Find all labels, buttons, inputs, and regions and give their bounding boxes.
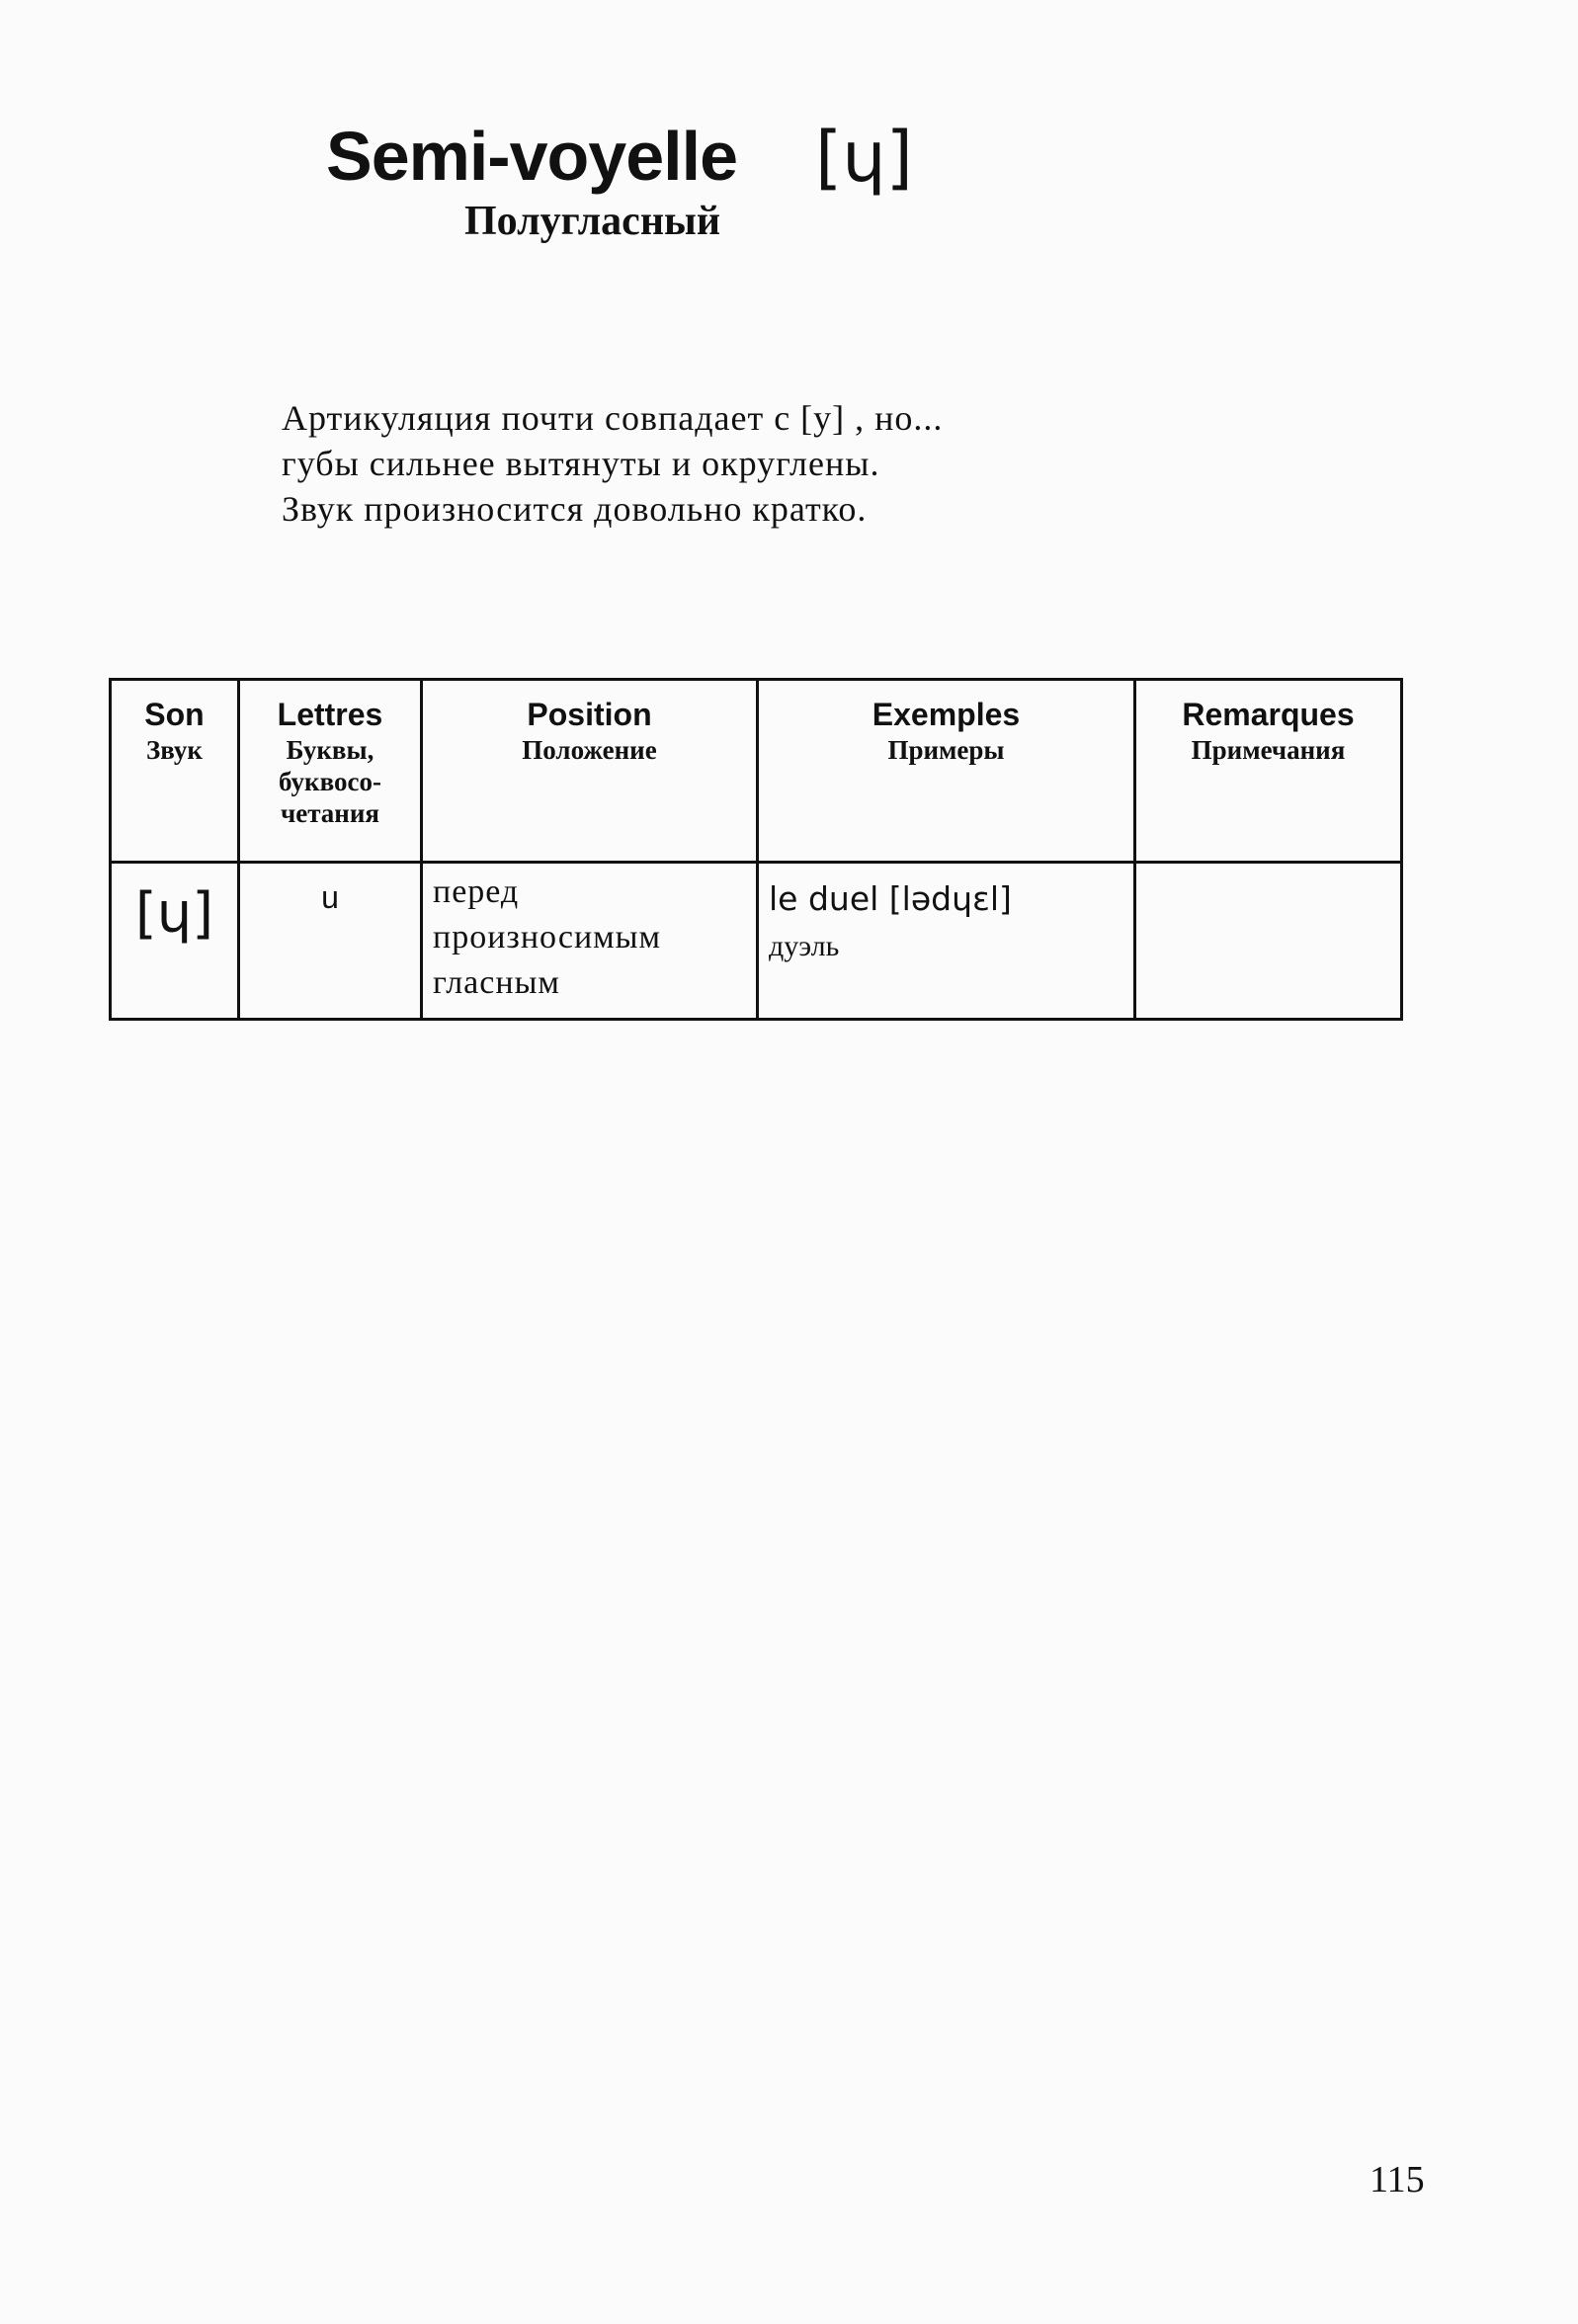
intro-line: Артикуляция почти совпадает с [y] , но...	[282, 398, 944, 438]
header-letters-ru: Буквы, буквосо-четания	[279, 735, 381, 828]
title-main: Semi-voyelle	[326, 118, 737, 195]
header-letters	[239, 680, 422, 863]
intro-line: губы сильнее вытянуты и округлены.	[282, 444, 880, 483]
intro-line: Звук произносится довольно кратко.	[282, 489, 868, 529]
example-french: le duel [lədɥɛl]	[769, 879, 1012, 918]
table-header-row	[111, 680, 1402, 863]
cell-son: [ɥ]	[111, 863, 239, 1020]
header-son-fr: Son	[144, 697, 205, 732]
title-phonetic-symbol: [ɥ]	[815, 117, 913, 198]
header-son	[111, 680, 239, 863]
header-remarks	[1135, 680, 1402, 863]
header-remarks-fr: Remarques	[1182, 697, 1355, 732]
cell-position: перед произносимым гласным	[422, 863, 758, 1020]
cell-letters: u	[239, 863, 422, 1020]
header-examples	[758, 680, 1135, 863]
page-number: 115	[1370, 2159, 1425, 2200]
header-position-ru: Положение	[522, 735, 657, 765]
table-row	[111, 863, 1402, 1020]
example-russian: дуэль	[769, 930, 840, 962]
header-son-ru: Звук	[146, 735, 203, 765]
sound-table	[109, 678, 1403, 1021]
cell-examples	[758, 863, 1135, 1020]
cell-remarks	[1135, 863, 1402, 1020]
header-examples-ru: Примеры	[887, 735, 1005, 765]
intro-text	[282, 395, 943, 532]
header-position-fr: Position	[527, 697, 652, 732]
page-subtitle: Полугласный	[464, 199, 721, 244]
header-letters-fr: Lettres	[277, 697, 383, 732]
header-position	[422, 680, 758, 863]
header-examples-fr: Exemples	[872, 697, 1021, 732]
header-remarks-ru: Примечания	[1191, 735, 1346, 765]
